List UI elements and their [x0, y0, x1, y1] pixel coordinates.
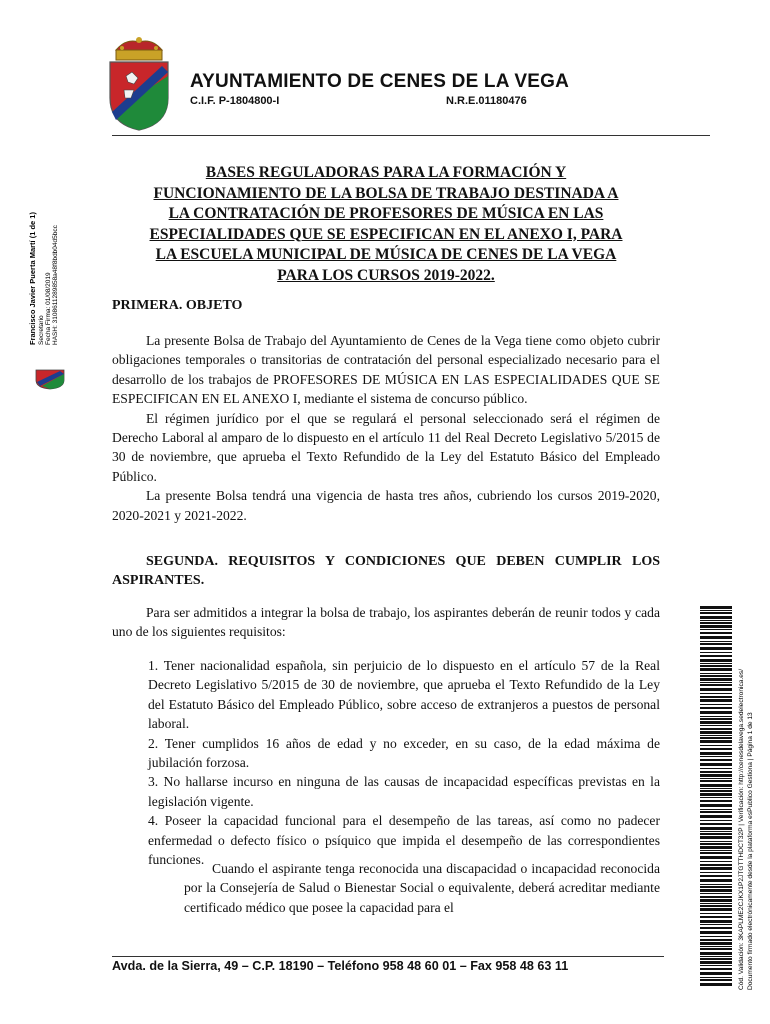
barcode-bar — [700, 846, 732, 849]
document-title — [112, 163, 660, 286]
barcode-bar — [700, 872, 732, 873]
barcode-bar — [700, 797, 732, 798]
barcode-bar — [700, 780, 732, 782]
footer-address: Avda. de la Sierra, 49 – C.P. 18190 – Teléfono 958 48 60 01 – Fax 958 48 63 11 — [112, 959, 569, 973]
barcode-bar — [700, 610, 732, 611]
barcode-bar — [700, 815, 732, 818]
barcode-bar — [700, 916, 732, 918]
barcode-bar — [700, 867, 732, 870]
barcode-bar — [700, 946, 732, 947]
barcode-bar — [700, 905, 732, 907]
section-intro-segunda: Para ser admitidos a integrar la bolsa de trabajo, los aspirantes deberán de reunir todos y cada uno de los siguientes requisitos: — [112, 605, 660, 640]
barcode-bar — [700, 735, 732, 736]
signer-role: Secretario — [38, 315, 45, 345]
barcode-bar — [700, 768, 732, 769]
barcode-bar — [700, 759, 732, 761]
barcode-bar — [700, 731, 732, 734]
barcode-bar — [700, 913, 732, 914]
title-line: PARA LOS CURSOS 2019-2022. — [277, 266, 495, 284]
list-item: 4. Poseer la capacidad funcional para el desempeño de las tareas, así como no padecer enfermedad o defecto físico o psíquico que impida el desempeño de las correspondientes funciones. — [148, 813, 660, 868]
barcode-bar — [700, 924, 732, 925]
barcode-bar — [700, 616, 732, 619]
barcode-bar — [700, 620, 732, 621]
barcode-bar — [700, 711, 732, 714]
signature-seal-logo — [34, 366, 66, 390]
barcode-bar — [700, 942, 732, 945]
barcode-bar — [700, 771, 732, 773]
barcode-bar — [700, 682, 732, 683]
barcode-bar — [700, 684, 732, 686]
barcode-bar — [700, 612, 732, 614]
barcode-bar — [700, 804, 732, 807]
barcode-bar — [700, 622, 732, 624]
barcode-bar — [700, 643, 732, 645]
paragraph: La presente Bolsa de Trabajo del Ayuntamiento de Cenes de la Vega tiene como objeto cubrir obligaciones temporales o transitorias de contratación del personal especializado necesario para el desarrollo de los trabajos de PROFESORES DE MÚSICA EN LAS ESPECIALIDADES QUE SE ESPECIFICAN EN EL ANEXO I, mediante el sistema de concurso público. — [112, 333, 660, 407]
barcode-bar — [700, 889, 732, 892]
barcode-bar — [700, 823, 732, 825]
barcode-bar — [700, 927, 732, 929]
barcode-bar — [700, 655, 732, 657]
barcode-bar — [700, 908, 732, 911]
barcode-bar — [700, 948, 732, 950]
barcode-bar — [700, 820, 732, 821]
barcode-bar — [700, 850, 732, 851]
barcode-bar — [700, 632, 732, 634]
barcode-bar — [700, 879, 732, 882]
title-line: FUNCIONAMIENTO DE LA BOLSA DE TRABAJO DESTINADA A — [153, 184, 619, 202]
barcode-bar — [700, 678, 732, 681]
barcode-bar — [700, 958, 732, 960]
barcode-bar — [700, 790, 732, 792]
signature-date: Fecha Firma: 01/08/2019 — [45, 272, 52, 345]
barcode-bar — [700, 920, 732, 923]
barcode-bar — [700, 704, 732, 705]
title-line: LA CONTRATACIÓN DE PROFESORES DE MÚSICA EN LAS — [168, 205, 604, 222]
barcode-bar — [700, 673, 732, 674]
barcode-bar — [700, 725, 732, 726]
barcode-bar — [700, 793, 732, 796]
barcode-bar — [700, 774, 732, 777]
barcode-bar — [700, 977, 732, 978]
barcode-bar — [700, 852, 732, 854]
barcode-bar — [700, 884, 732, 885]
barcode-bar — [700, 856, 732, 859]
barcode-bar — [700, 693, 732, 694]
barcode-bar — [700, 952, 732, 955]
list-item: 1. Tener nacionalidad española, sin perjuicio de lo dispuesto en el artículo 57 de la Real Decreto Legislativo 5/2015 de 30 de noviembre, que aprueba el Texto Refundido de la Ley del Estatuto Básico del Empleado Público, sobre acceso de extranjeros a puestos de personal laboral. — [148, 658, 660, 732]
barcode-bar — [700, 718, 732, 720]
barcode-bar — [700, 800, 732, 802]
barcode-bar — [700, 961, 732, 964]
barcode-bar — [700, 886, 732, 888]
barcode-bar — [700, 968, 732, 970]
municipal-crest-logo — [106, 36, 172, 132]
title-line: ESPECIALIDADES QUE SE ESPECIFICAN EN EL ANEXO I, PARA — [149, 225, 623, 243]
footer-divider — [112, 956, 664, 957]
list-item: 3. No hallarse incurso en ninguna de las causas de incapacidad específicas previstas en la legislación vigente. — [148, 774, 660, 809]
header-divider — [112, 135, 710, 136]
barcode-bar — [700, 809, 732, 810]
barcode-bar — [700, 668, 732, 671]
signer-name: Francisco Javier Puerta Martí (1 de 1) — [28, 212, 37, 345]
barcode-bar — [700, 675, 732, 677]
barcode-bar — [700, 983, 732, 986]
barcode-bar — [700, 899, 732, 902]
barcode-bar — [700, 893, 732, 894]
barcode-bar — [700, 836, 732, 839]
barcode-bar — [700, 956, 732, 957]
barcode-bar — [700, 716, 732, 717]
barcode-bar — [700, 740, 732, 743]
barcode-bar — [700, 875, 732, 877]
barcode-bar — [700, 896, 732, 898]
barcode-bar — [700, 827, 732, 830]
barcode-bar — [700, 629, 732, 630]
barcode-bar — [700, 745, 732, 746]
barcode-bar — [700, 737, 732, 739]
barcode-bar — [700, 864, 732, 866]
barcode-bar — [700, 647, 732, 650]
barcode-bar — [700, 699, 732, 702]
nre-number: N.R.E.01180476 — [446, 95, 527, 107]
barcode-bar — [700, 861, 732, 862]
list-item: 2. Tener cumplidos 16 años de edad y no exceder, en su caso, de la edad máxima de jubilación forzosa. — [148, 735, 660, 771]
barcode-bar — [700, 788, 732, 789]
barcode-bar — [700, 625, 732, 628]
barcode-bar — [700, 636, 732, 639]
verification-text — [733, 620, 759, 990]
title-line: LA ESCUELA MUNICIPAL DE MÚSICA DE CENES DE LA VEGA — [155, 246, 617, 263]
section-body-primera — [112, 331, 660, 525]
barcode-bar — [700, 965, 732, 966]
barcode-bar — [700, 972, 732, 975]
verification-code: Cód. Validación: 3KAPLME2CJKX1P2JTGTTHDCT32P | Verificación: http://cenesdelavega.sedelectronica.es/ — [738, 668, 745, 990]
signature-hash: HASH: 3108611289858a48f8bdb04d5bcc — [52, 225, 59, 345]
barcode-bar — [700, 748, 732, 750]
barcode-bar — [700, 752, 732, 755]
barcode-bar — [700, 721, 732, 724]
barcode-bar — [700, 652, 732, 653]
barcode-bar — [700, 903, 732, 904]
title-line: BASES REGULADORAS PARA LA FORMACIÓN Y — [205, 164, 567, 181]
organization-name: AYUNTAMIENTO DE CENES DE LA VEGA — [190, 71, 570, 92]
barcode-bar — [700, 641, 732, 642]
barcode-bar — [700, 936, 732, 937]
barcode-bar — [700, 843, 732, 845]
barcode-bar — [700, 931, 732, 934]
cif-number: C.I.F. P-1804800-I — [190, 95, 280, 107]
barcode-bar — [700, 979, 732, 981]
barcode-bar — [700, 663, 732, 664]
barcode-bar — [700, 659, 732, 662]
verification-platform: Documento firmado electrónicamente desde la plataforma esPublico Gestiona | Página 1 de 13 — [747, 712, 754, 990]
barcode-bar — [700, 778, 732, 779]
disability-note: Cuando el aspirante tenga reconocida una discapacidad o incapacidad reconocida por la Consejería de Salud o Bienestar Social o equivalente, deberá acreditar mediante certificado médico que posee la capacidad para el — [184, 861, 660, 915]
section-heading-primera: PRIMERA. OBJETO — [112, 298, 243, 313]
barcode-bar — [700, 831, 732, 832]
barcode-bar — [700, 606, 732, 609]
barcode-bar — [700, 696, 732, 698]
barcode-bar — [700, 688, 732, 691]
barcode-bar — [700, 707, 732, 709]
barcode-bar — [700, 784, 732, 787]
signature-block — [24, 210, 74, 345]
barcode-bar — [700, 665, 732, 667]
barcode-bar — [700, 841, 732, 842]
paragraph: La presente Bolsa tendrá una vigencia de hasta tres años, cubriendo los cursos 2019-2020, 2020-2021 y 2021-2022. — [112, 488, 660, 523]
barcode-bar — [700, 728, 732, 730]
section-heading-segunda: SEGUNDA. REQUISITOS Y CONDICIONES QUE DEBEN CUMPLIR LOS ASPIRANTES. — [112, 554, 660, 588]
barcode-bar — [700, 763, 732, 766]
paragraph: El régimen jurídico por el que se regulará el personal seleccionado será el régimen de Derecho Laboral al amparo de lo dispuesto en el artículo 11 del Real Decreto Legislativo 5/2015 de 30 de noviembre, que aprueba el Texto Refundido de la Ley del Estatuto Básico del Empleado Público. — [112, 410, 660, 484]
barcode-bar — [700, 833, 732, 835]
barcode-bar — [700, 811, 732, 813]
requirements-list — [148, 656, 660, 869]
barcode — [700, 606, 732, 986]
barcode-bar — [700, 939, 732, 941]
barcode-bar — [700, 756, 732, 757]
